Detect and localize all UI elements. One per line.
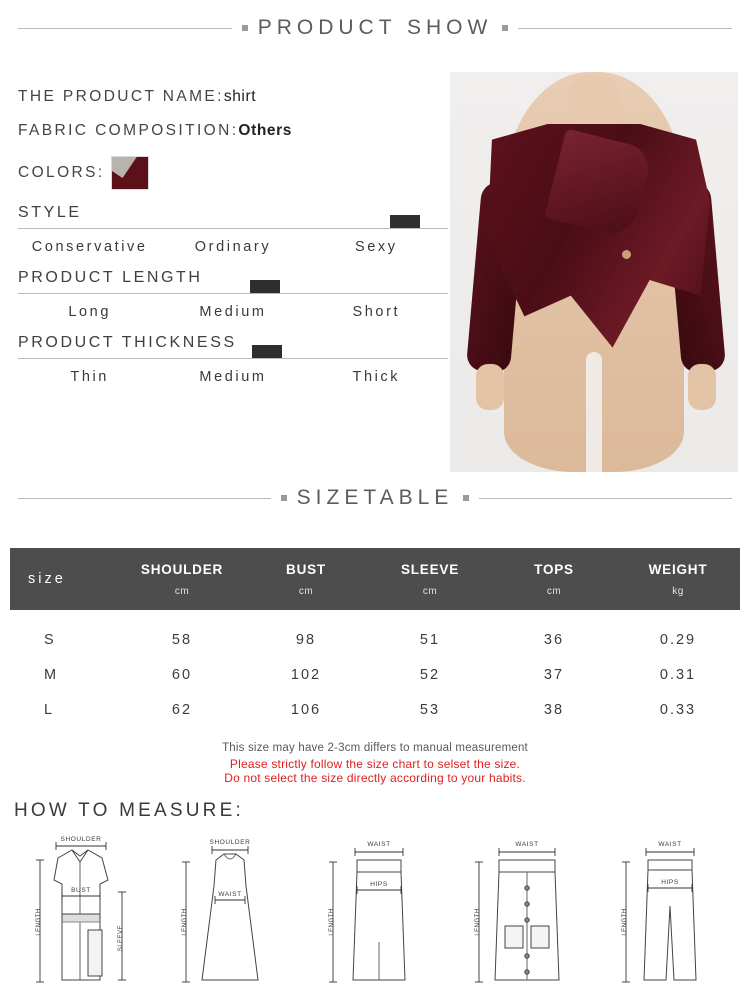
svg-text:WAIST: WAIST <box>658 841 682 848</box>
colors-row <box>18 156 448 190</box>
length-option-short[interactable]: Short <box>352 304 401 320</box>
column-bust-label: BUST <box>286 561 326 577</box>
sizetable-divider-right <box>479 498 732 499</box>
column-bust-unit: cm <box>298 585 314 597</box>
style-options <box>18 239 448 255</box>
how-to-measure-title: HOW TO MEASURE: <box>14 800 244 821</box>
style-marker <box>390 215 420 228</box>
svg-text:LENGTH: LENGTH <box>474 908 481 936</box>
jacket-button-icon <box>622 250 631 259</box>
column-shoulder-unit: cm <box>174 585 190 597</box>
size-chart-warning-line1: Please strictly follow the size chart to selset the size. <box>229 757 521 771</box>
style-scale <box>18 228 448 229</box>
cell-bust: 106 <box>290 701 322 718</box>
divider-left <box>18 28 232 29</box>
svg-text:LENGTH: LENGTH <box>622 908 628 936</box>
cell-shoulder: 58 <box>171 631 193 648</box>
table-row <box>10 657 740 692</box>
size-table <box>10 548 740 727</box>
cell-bust: 98 <box>295 631 317 648</box>
svg-text:WAIST: WAIST <box>367 841 391 848</box>
product-show-section-header <box>0 16 750 40</box>
cell-bust: 102 <box>290 666 322 683</box>
cell-sleeve: 53 <box>419 701 441 718</box>
measurement-note: This size may have 2-3cm differs to manual measurement <box>222 742 528 754</box>
measure-figures <box>10 830 740 995</box>
column-bust <box>244 562 368 597</box>
cell-weight: 0.31 <box>659 666 697 683</box>
column-weight-unit: kg <box>672 585 684 597</box>
style-option-ordinary[interactable]: Ordinary <box>194 239 272 255</box>
column-sleeve-unit: cm <box>422 585 438 597</box>
column-weight <box>616 562 740 597</box>
length-title: PRODUCT LENGTH <box>18 269 203 286</box>
length-option-long[interactable]: Long <box>68 304 111 320</box>
svg-text:SHOULDER: SHOULDER <box>60 836 102 843</box>
thickness-group <box>18 334 448 385</box>
svg-text:WAIST: WAIST <box>514 841 539 848</box>
column-sleeve <box>368 562 492 597</box>
svg-text:LENGTH: LENGTH <box>329 908 335 936</box>
thickness-marker <box>252 345 282 358</box>
column-size <box>10 571 120 587</box>
style-group <box>18 204 448 255</box>
column-tops-unit: cm <box>546 585 562 597</box>
thickness-scale <box>18 358 448 359</box>
cell-tops: 37 <box>543 666 565 683</box>
cell-tops: 38 <box>543 701 565 718</box>
cell-sleeve: 51 <box>419 631 441 648</box>
svg-text:HIPS: HIPS <box>370 881 388 888</box>
svg-text:LENGTH: LENGTH <box>36 908 42 936</box>
cell-size: L <box>44 701 54 718</box>
measure-figure-skirt-long <box>305 830 445 995</box>
length-scale <box>18 293 448 294</box>
sizetable-bullet-left-icon <box>281 495 287 501</box>
column-weight-label: WEIGHT <box>648 561 708 577</box>
measure-figure-skirt-short <box>453 830 593 995</box>
column-tops <box>492 562 616 597</box>
thickness-option-thin[interactable]: Thin <box>70 369 109 385</box>
table-row <box>10 622 740 657</box>
sizetable-bullet-right-icon <box>463 495 469 501</box>
column-size-label: size <box>28 571 66 587</box>
style-option-conservative[interactable]: Conservative <box>31 239 148 255</box>
square-bullet-right-icon <box>502 25 508 31</box>
thickness-options <box>18 369 448 385</box>
colors-label: COLORS: <box>18 164 105 181</box>
mannequin-leg-split <box>586 352 602 472</box>
measure-figure-pants <box>600 830 740 995</box>
cell-shoulder: 62 <box>171 701 193 718</box>
product-name-label: THE PRODUCT NAME: <box>18 88 224 105</box>
fabric-composition-value: Others <box>238 122 292 139</box>
measure-figure-dress <box>158 830 298 995</box>
size-chart-warning-line2: Do not select the size directly according to your habits. <box>224 770 526 785</box>
cell-size: S <box>44 631 55 648</box>
sizetable-section-header <box>0 486 750 510</box>
cell-shoulder: 60 <box>171 666 193 683</box>
length-options <box>18 304 448 320</box>
sizetable-divider-left <box>18 498 271 499</box>
cell-weight: 0.29 <box>659 631 697 648</box>
square-bullet-left-icon <box>242 25 248 31</box>
svg-text:SHOULDER: SHOULDER <box>209 839 250 846</box>
product-photo <box>450 72 738 472</box>
style-title: STYLE <box>18 204 82 221</box>
product-name-value: shirt <box>223 88 257 105</box>
length-group <box>18 269 448 320</box>
fabric-composition-row <box>18 122 448 140</box>
svg-text:BUST: BUST <box>71 887 91 894</box>
size-chart-warning <box>0 758 750 785</box>
svg-text:SLEEVE: SLEEVE <box>118 924 124 952</box>
mannequin-hand-right <box>688 364 716 410</box>
cell-sleeve: 52 <box>419 666 441 683</box>
column-shoulder-label: SHOULDER <box>140 561 224 577</box>
mannequin-hand-left <box>476 364 504 410</box>
divider-right <box>518 28 732 29</box>
column-tops-label: TOPS <box>534 561 574 577</box>
length-option-medium[interactable]: Medium <box>199 304 267 320</box>
cell-weight: 0.33 <box>659 701 697 718</box>
sizetable-title: SIZETABLE <box>296 486 454 509</box>
svg-text:WAIST: WAIST <box>217 891 242 898</box>
table-row <box>10 692 740 727</box>
thickness-option-thick[interactable]: Thick <box>352 369 401 385</box>
fabric-composition-label: FABRIC COMPOSITION: <box>18 122 239 139</box>
product-specs <box>18 88 448 385</box>
svg-text:LENGTH: LENGTH <box>181 908 188 936</box>
length-marker <box>250 280 280 293</box>
measure-figure-shirt <box>10 830 150 995</box>
thickness-title: PRODUCT THICKNESS <box>18 334 237 351</box>
product-show-title: PRODUCT SHOW <box>257 16 493 39</box>
size-table-header-row <box>10 548 740 610</box>
cell-size: M <box>44 666 58 683</box>
product-name-row <box>18 88 448 106</box>
thickness-option-medium[interactable]: Medium <box>199 369 267 385</box>
svg-text:HIPS: HIPS <box>661 879 679 886</box>
cell-tops: 36 <box>543 631 565 648</box>
column-sleeve-label: SLEEVE <box>400 561 460 577</box>
color-swatch[interactable] <box>111 156 149 190</box>
column-shoulder <box>120 562 244 597</box>
style-option-sexy[interactable]: Sexy <box>355 239 398 255</box>
